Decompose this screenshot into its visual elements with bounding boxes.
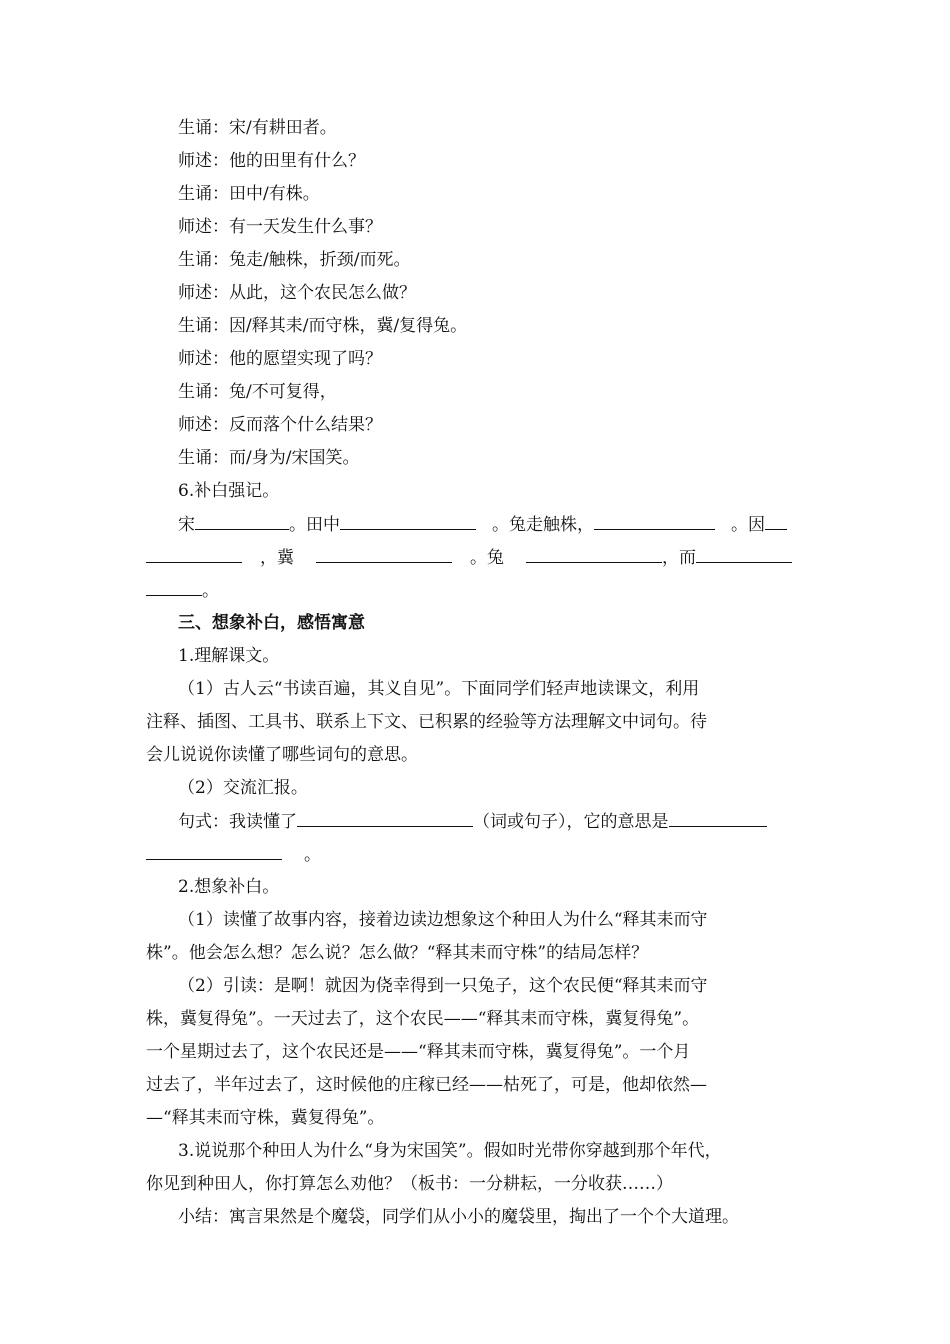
fill-blank-line-2: ，冀 。兔 ，而 xyxy=(146,546,846,569)
blank[interactable] xyxy=(765,513,787,530)
paragraph-line: 株，冀复得兔”。一天过去了，这个农民——“释其耒而守株，冀复得兔”。 xyxy=(146,1009,700,1029)
blank[interactable] xyxy=(146,579,202,596)
dialogue-line: 师述：他的愿望实现了吗？ xyxy=(178,349,382,369)
blank[interactable] xyxy=(669,810,767,827)
dialogue-line: 生诵：兔走/触株，折颈/而死。 xyxy=(178,250,411,270)
summary-line: 小结：寓言果然是个魔袋，同学们从小小的魔袋里，掏出了一个个大道理。 xyxy=(178,1207,739,1227)
paragraph-line: 一个星期过去了，这个农民还是——“释其耒而守株，冀复得兔”。一个月 xyxy=(146,1042,691,1062)
blank[interactable] xyxy=(526,546,662,563)
paragraph-line: 3.说说那个种田人为什么“身为宋国笑”。假如时光带你穿越到那个年代， xyxy=(178,1141,722,1161)
dialogue-line: 师述：反而落个什么结果？ xyxy=(178,415,382,435)
blank[interactable] xyxy=(195,513,289,530)
sentence-pattern-line-2: 。 xyxy=(146,843,846,866)
blank[interactable] xyxy=(696,546,792,563)
paragraph-line: （2）引读：是啊！就因为侥幸得到一只兔子，这个农民便“释其耒而守 xyxy=(178,976,708,996)
paragraph-line: 株”。他会怎么想？怎么说？怎么做？“释其耒而守株”的结局怎样？ xyxy=(146,943,649,963)
dialogue-line: 生诵：兔/不可复得， xyxy=(178,382,337,402)
paragraph-line: （1）读懂了故事内容，接着边读边想象这个种田人为什么“释其耒而守 xyxy=(178,910,708,930)
blank[interactable] xyxy=(146,843,282,860)
sub-heading-1: 1.理解课文。 xyxy=(178,646,280,666)
blank[interactable] xyxy=(297,810,473,827)
blank[interactable] xyxy=(340,513,476,530)
paragraph-line: 过去了，半年过去了，这时候他的庄稼已经——枯死了，可是，他却依然— xyxy=(146,1075,707,1095)
dialogue-line: 师述：有一天发生什么事？ xyxy=(178,217,382,237)
dialogue-line: 生诵：而/身为/宋国笑。 xyxy=(178,448,360,468)
section-3-heading: 三、想象补白，感悟寓意 xyxy=(178,613,365,633)
dialogue-line: 生诵：田中/有株。 xyxy=(178,184,320,204)
fill-blank-line-3: 。 xyxy=(146,579,846,602)
paragraph-line: 注释、插图、工具书、联系上下文、已积累的经验等方法理解文中词句。待 xyxy=(146,712,707,732)
paragraph-line: （2）交流汇报。 xyxy=(178,778,308,798)
paragraph-line: —“释其耒而守株，冀复得兔”。 xyxy=(146,1108,385,1128)
blank[interactable] xyxy=(316,546,452,563)
blank[interactable] xyxy=(594,513,715,530)
dialogue-line: 生诵：因/释其耒/而守株，冀/复得兔。 xyxy=(178,316,468,336)
dialogue-line: 生诵：宋/有耕田者。 xyxy=(178,118,337,138)
sentence-pattern-line: 句式：我读懂了 （词或句子），它的意思是 xyxy=(178,810,878,833)
fill-blank-line-1: 宋 。田中 。兔走触株， 。因 xyxy=(178,513,878,536)
paragraph-line: 会儿说说你读懂了哪些词句的意思。 xyxy=(146,745,418,765)
dialogue-line: 师述：他的田里有什么？ xyxy=(178,151,365,171)
blank[interactable] xyxy=(146,546,242,563)
dialogue-line: 师述：从此，这个农民怎么做？ xyxy=(178,283,416,303)
paragraph-line: （1）古人云“书读百遍，其义自见”。下面同学们轻声地读课文，利用 xyxy=(178,679,700,699)
step6-title: 6.补白强记。 xyxy=(178,481,280,501)
paragraph-line: 你见到种田人，你打算怎么劝他？（板书：一分耕耘，一分收获……） xyxy=(146,1174,673,1194)
sub-heading-2: 2.想象补白。 xyxy=(178,877,280,897)
